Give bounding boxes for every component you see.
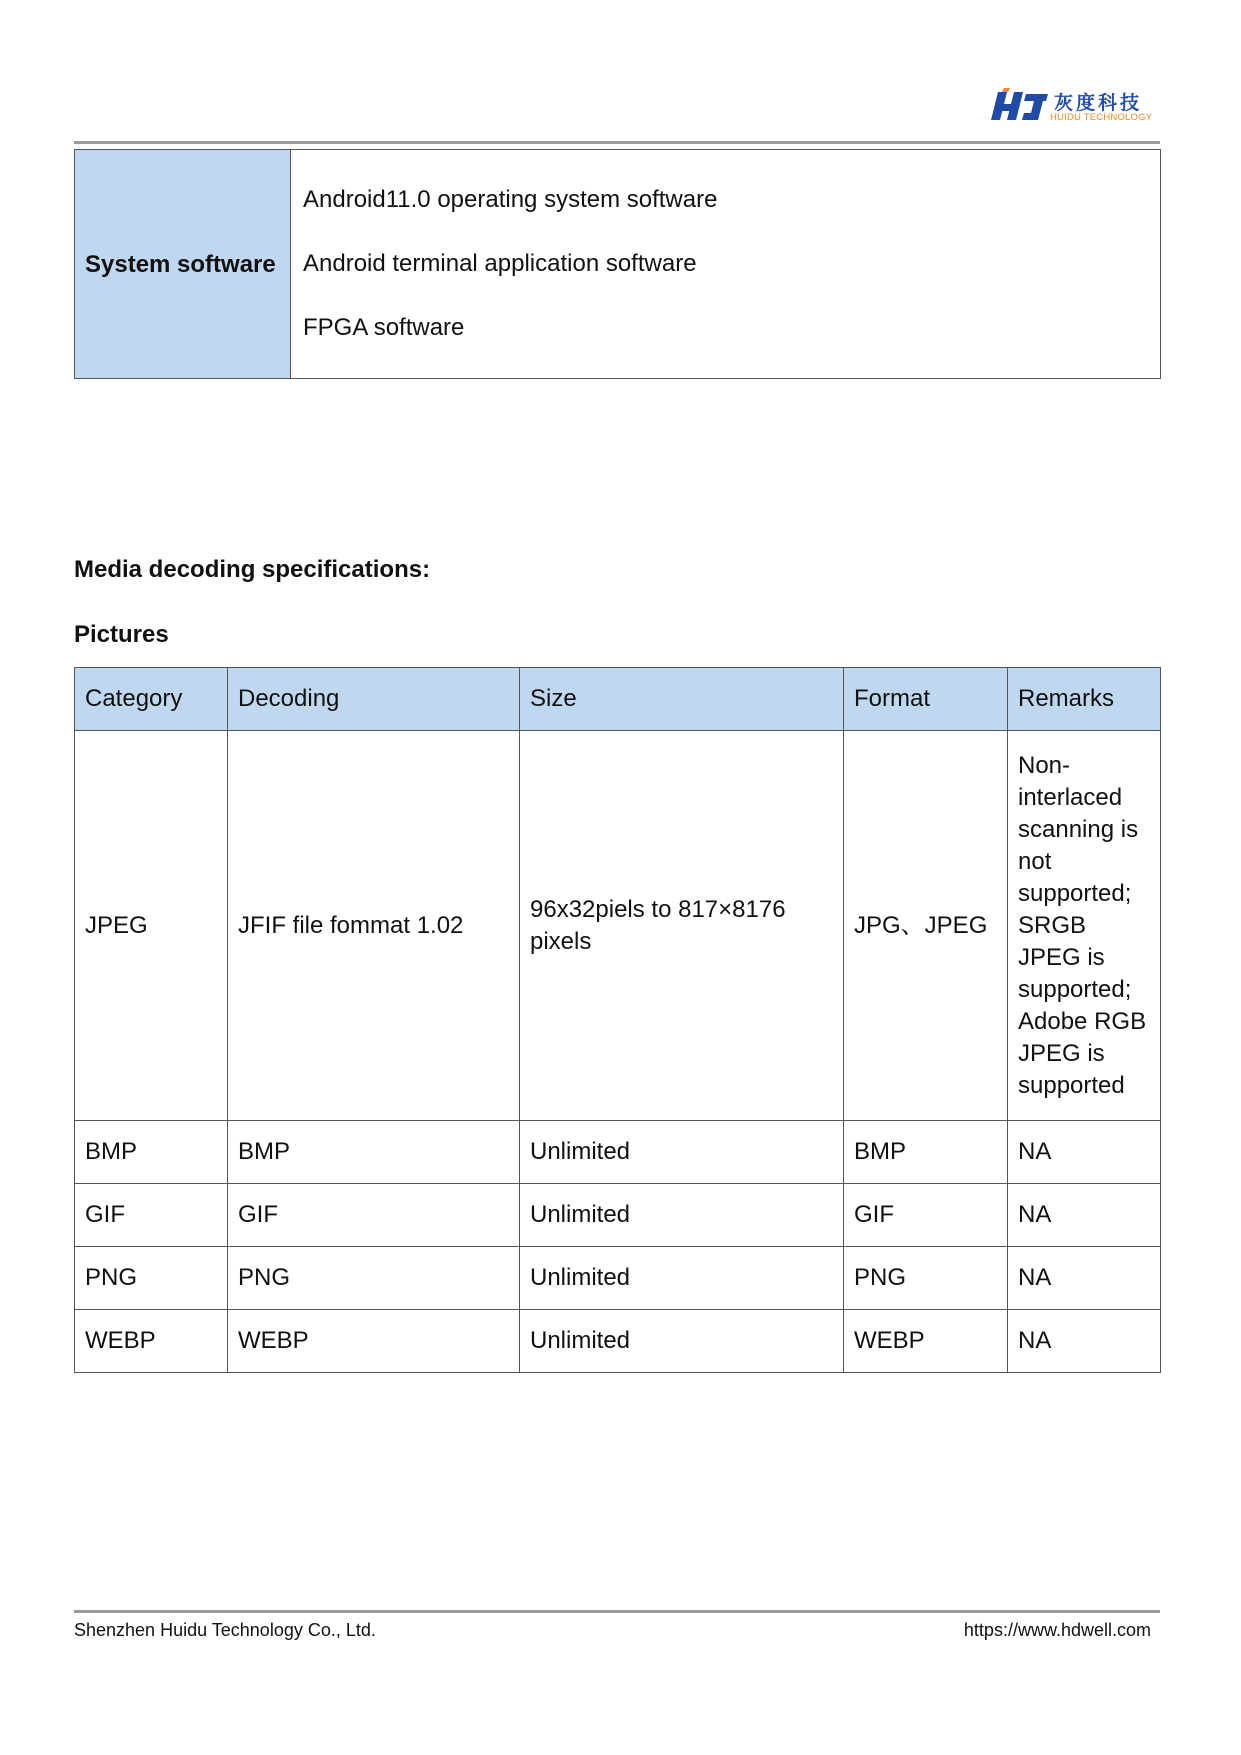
table-cell: PNG bbox=[228, 1247, 520, 1310]
table-cell: NA bbox=[1008, 1247, 1161, 1310]
table-cell: WEBP bbox=[75, 1310, 228, 1373]
table-cell: Non-interlaced scanning is not supported; SRGB JPEG is supported; Adobe RGB JPEG is supported bbox=[1008, 731, 1161, 1121]
footer-company: Shenzhen Huidu Technology Co., Ltd. bbox=[74, 1620, 376, 1640]
column-header-category: Category bbox=[75, 668, 228, 731]
table-cell: BMP bbox=[844, 1121, 1008, 1184]
table-cell: PNG bbox=[844, 1247, 1008, 1310]
table-cell: Unlimited bbox=[520, 1184, 844, 1247]
table-cell: BMP bbox=[75, 1121, 228, 1184]
table-cell: BMP bbox=[228, 1121, 520, 1184]
table-cell: WEBP bbox=[844, 1310, 1008, 1373]
table-cell: GIF bbox=[75, 1184, 228, 1247]
footer-url-link[interactable]: https://www.hdwell.com bbox=[963, 1620, 1151, 1640]
pictures-heading: Pictures bbox=[74, 621, 169, 648]
table-cell: NA bbox=[1008, 1310, 1161, 1373]
logo-english-text: HUIDU TECHNOLOGY bbox=[1050, 112, 1153, 123]
table-cell: 96x32piels to 817×8176 pixels bbox=[520, 731, 844, 1121]
table-cell: Unlimited bbox=[520, 1247, 844, 1310]
table-row bbox=[75, 1310, 1161, 1373]
table-cell: NA bbox=[1008, 1184, 1161, 1247]
column-header-decoding: Decoding bbox=[228, 668, 520, 731]
pictures-table bbox=[74, 667, 1161, 1373]
system-software-item: Android11.0 operating system software bbox=[303, 186, 718, 213]
table-cell: GIF bbox=[228, 1184, 520, 1247]
table-row bbox=[75, 1184, 1161, 1247]
table-cell: Unlimited bbox=[520, 1310, 844, 1373]
system-software-item: Android terminal application software bbox=[303, 250, 697, 277]
table-cell: GIF bbox=[844, 1184, 1008, 1247]
table-cell: Unlimited bbox=[520, 1121, 844, 1184]
system-software-table bbox=[74, 149, 1161, 379]
column-header-size: Size bbox=[520, 668, 844, 731]
footer-rule bbox=[74, 1610, 1160, 1613]
system-software-item: FPGA software bbox=[303, 314, 465, 341]
system-software-label: System software bbox=[75, 150, 291, 379]
table-row bbox=[75, 1247, 1161, 1310]
hd-logo-icon bbox=[990, 88, 1050, 124]
table-row bbox=[75, 1121, 1161, 1184]
table-row bbox=[75, 731, 1161, 1121]
table-cell: WEBP bbox=[228, 1310, 520, 1373]
table-cell: PNG bbox=[75, 1247, 228, 1310]
table-cell: JPEG bbox=[75, 731, 228, 1121]
company-logo bbox=[990, 86, 1162, 130]
column-header-remarks: Remarks bbox=[1008, 668, 1161, 731]
column-header-format: Format bbox=[844, 668, 1008, 731]
table-cell: JFIF file fommat 1.02 bbox=[228, 731, 520, 1121]
table-header-row bbox=[75, 668, 1161, 731]
logo-chinese-text: 灰度科技 bbox=[1054, 92, 1143, 114]
header-rule bbox=[74, 141, 1160, 144]
table-cell: NA bbox=[1008, 1121, 1161, 1184]
media-decoding-heading: Media decoding specifications: bbox=[74, 556, 431, 583]
system-software-list bbox=[291, 150, 1161, 379]
table-cell: JPG、JPEG bbox=[844, 731, 1008, 1121]
